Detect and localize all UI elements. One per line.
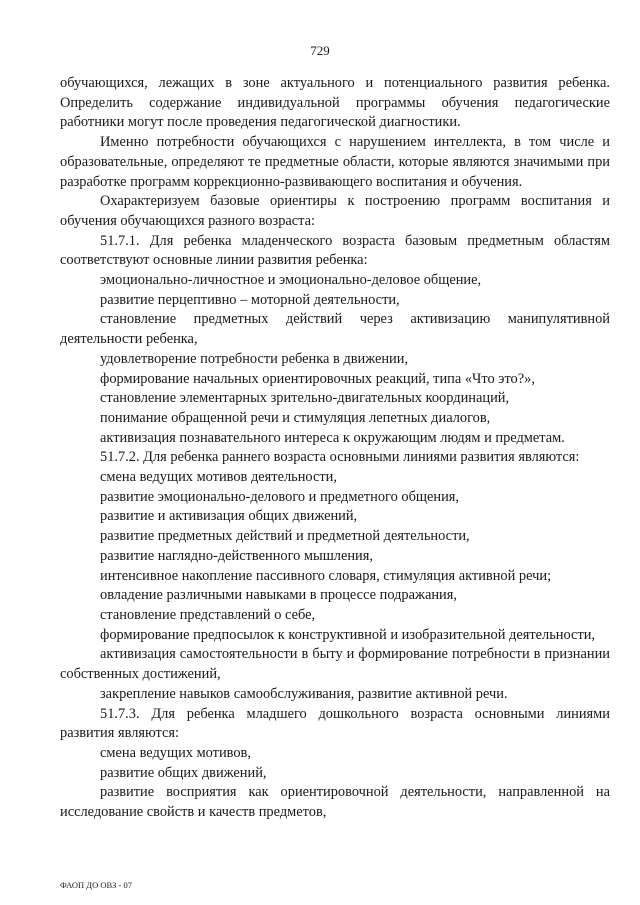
paragraph: понимание обращенной речи и стимуляция лепетных диалогов,	[100, 409, 491, 426]
paragraph: развитие и активизация общих движений,	[100, 508, 358, 525]
paragraph: развитие перцептивно – моторной деятельности,	[100, 291, 400, 308]
paragraph: 51.7.2. Для ребенка раннего возраста основными линиями развития являются:	[100, 449, 580, 466]
paragraph: овладение различными навыками в процессе подражания,	[100, 587, 457, 604]
paragraph: обучающихся, лежащих в зоне актуального и потенциального развития ребенка. Определить содержание индивидуальной программы обучения педагогические работники могут после проведения педагогической диагностики.	[60, 75, 610, 131]
paragraph: формирование начальных ориентировочных реакций, типа «Что это?»,	[100, 370, 535, 387]
paragraph: 51.7.1. Для ребенка младенческого возраста базовым предметным областям соответствуют основные линии развития ребенка:	[60, 232, 610, 269]
paragraph: 51.7.3. Для ребенка младшего дошкольного возраста основными линиями развития являются:	[60, 705, 610, 742]
paragraph: становление предметных действий через активизацию манипулятивной деятельности ребенка,	[60, 311, 610, 348]
paragraph: формирование предпосылок к конструктивной и изобразительной деятельности,	[100, 626, 596, 643]
paragraph: Охарактеризуем базовые ориентиры к построению программ воспитания и обучения обучающихся разного возраста:	[60, 193, 610, 229]
paragraph: удовлетворение потребности ребенка в движении,	[100, 350, 409, 367]
page-number: 729	[310, 43, 330, 58]
paragraph: Именно потребности обучающихся с нарушением интеллекта, в том числе и образовательные, определяют те предметные области, которые являются значимыми при разработке программ коррекционно-развивающего воспитания и обучения.	[60, 134, 610, 190]
document-body	[60, 74, 610, 823]
paragraph: становление элементарных зрительно-двигательных координаций,	[100, 390, 510, 407]
paragraph: активизация познавательного интереса к окружающим людям и предметам.	[100, 429, 565, 446]
paragraph: развитие эмоционально-делового и предметного общения,	[100, 488, 459, 505]
paragraph: закрепление навыков самообслуживания, развитие активной речи.	[100, 685, 508, 702]
paragraph: развитие восприятия как ориентировочной деятельности, направленной на исследование свойств и качеств предметов,	[60, 784, 610, 821]
paragraph: смена ведущих мотивов,	[100, 744, 251, 761]
paragraph: активизация самостоятельности в быту и формирование потребности в признании собственных достижений,	[60, 646, 610, 683]
paragraph: становление представлений о себе,	[100, 606, 316, 623]
paragraph: развитие предметных действий и предметной деятельности,	[100, 528, 470, 545]
footer-text: ФАОП ДО ОВЗ - 07	[60, 880, 133, 890]
paragraph: развитие наглядно-действенного мышления,	[100, 547, 373, 564]
paragraph: смена ведущих мотивов деятельности,	[100, 469, 337, 486]
paragraph: эмоционально-личностное и эмоционально-деловое общение,	[100, 272, 482, 289]
paragraph: интенсивное накопление пассивного словаря, стимуляция активной речи;	[100, 567, 552, 584]
paragraph: развитие общих движений,	[100, 764, 267, 781]
